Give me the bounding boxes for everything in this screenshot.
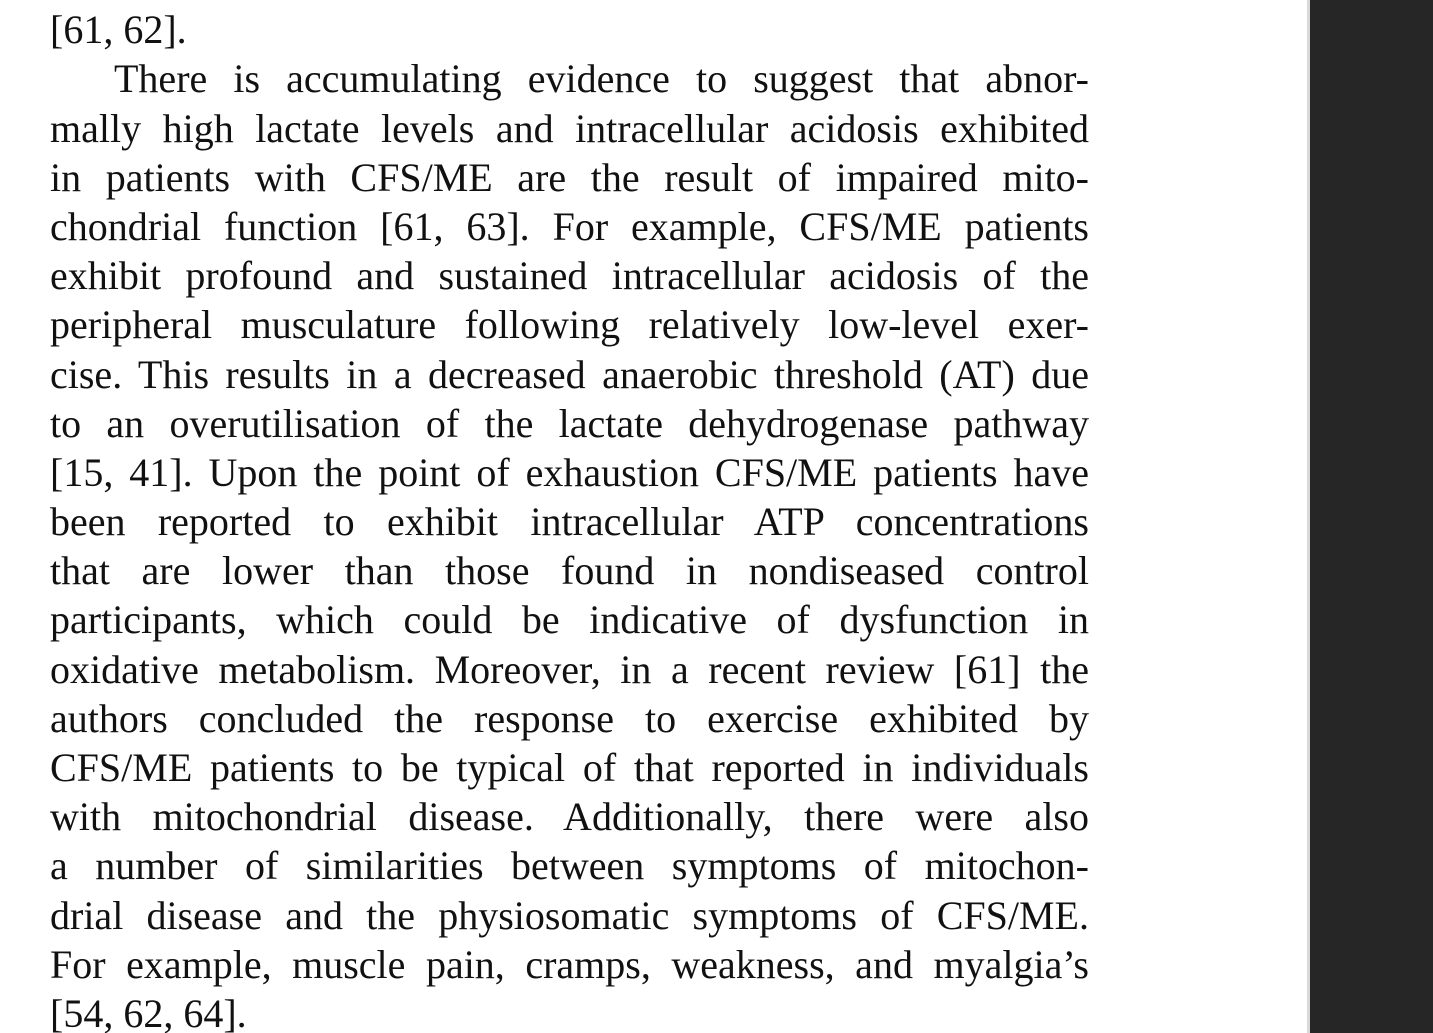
text-line: exhibit profound and sustained intracellular acidosis of the (50, 253, 1089, 299)
text-line: that are lower than those found in nondiseased control (50, 548, 1089, 594)
text-line: been reported to exhibit intracellular ATP concentrations (50, 499, 1089, 545)
text-line: mally high lactate levels and intracellular acidosis exhibited (50, 105, 1089, 151)
body-text (50, 0, 1089, 1033)
text-line: There is accumulating evidence to suggest that abnor- (114, 56, 1089, 102)
text-line: For example, muscle pain, cramps, weakness, and myalgia’s (50, 941, 1089, 987)
text-line: peripheral musculature following relatively low-level exer- (50, 302, 1089, 348)
text-line: in patients with CFS/ME are the result of impaired mito- (50, 154, 1089, 200)
text-line: chondrial function [61, 63]. For example, CFS/ME patients (50, 203, 1089, 249)
text-line: drial disease and the physiosomatic symptoms of CFS/ME. (50, 892, 1089, 938)
side-gutter (1310, 0, 1433, 1033)
text-line: to an overutilisation of the lactate dehydrogenase pathway (50, 400, 1089, 446)
text-line: cise. This results in a decreased anaerobic threshold (AT) due (50, 351, 1089, 397)
text-line: participants, which could be indicative of dysfunction in (50, 597, 1089, 643)
text-line: a number of similarities between symptoms of mitochon- (50, 843, 1089, 889)
text-line: CFS/ME patients to be typical of that reported in individuals (50, 745, 1089, 790)
text-line: with mitochondrial disease. Additionally, there were also (50, 794, 1089, 840)
text-line: [54, 62, 64]. (50, 990, 247, 1033)
text-line: authors concluded the response to exercise exhibited by (50, 695, 1089, 741)
text-line: oxidative metabolism. Moreover, in a recent review [61] the (50, 646, 1089, 692)
text-line: [15, 41]. Upon the point of exhaustion CFS/ME patients have (50, 449, 1089, 495)
text-line: [61, 62]. (50, 7, 187, 53)
